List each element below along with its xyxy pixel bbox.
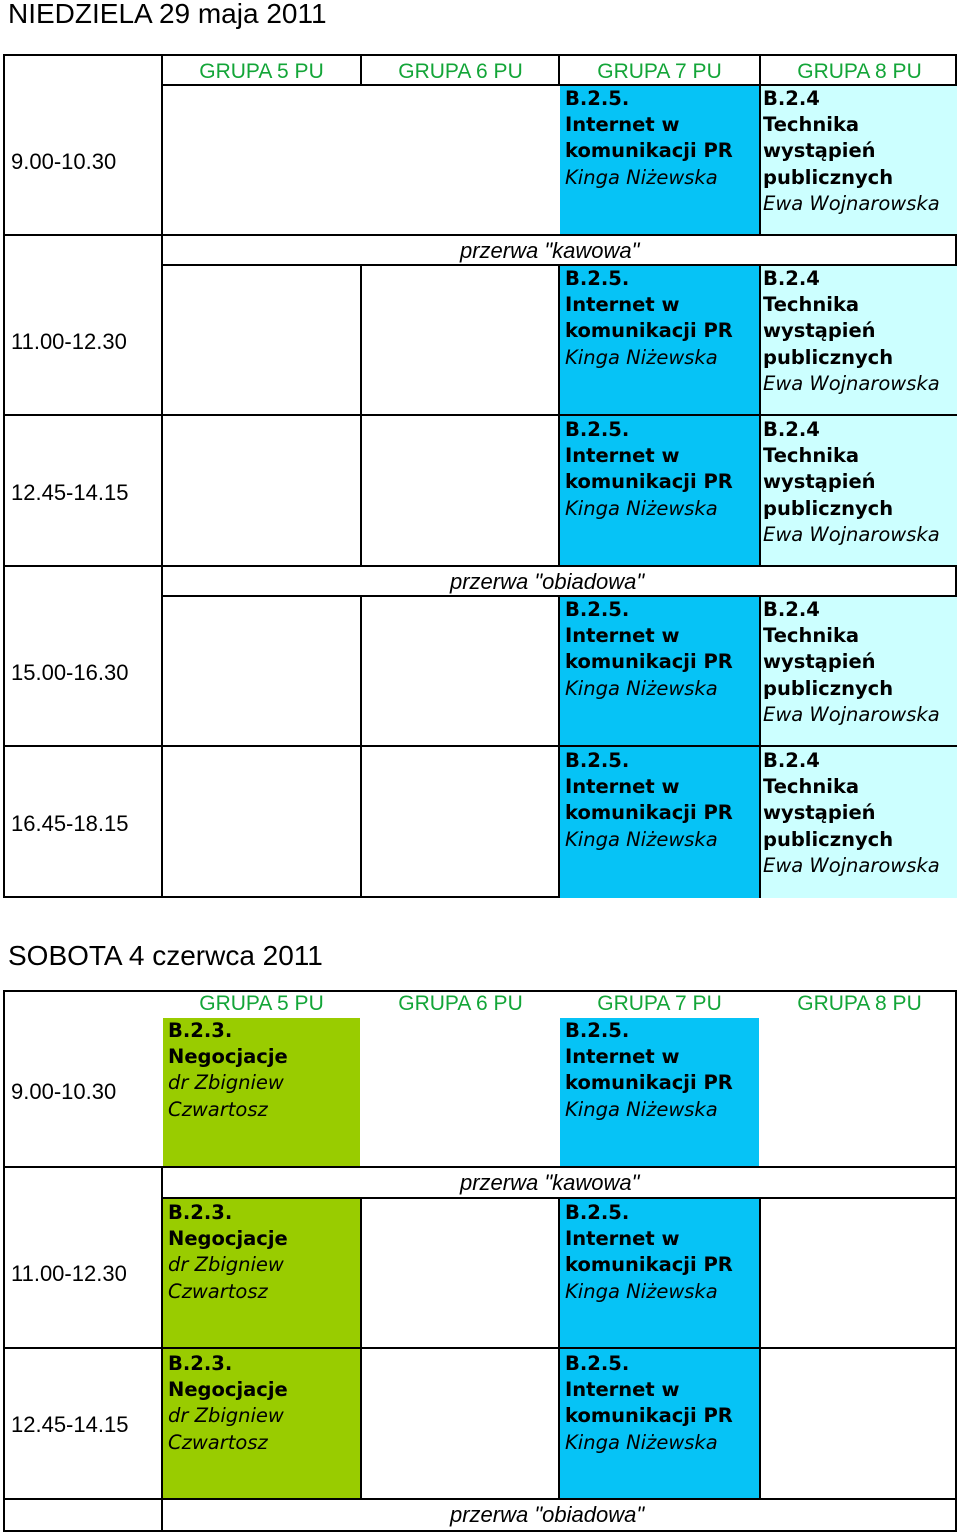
course-name: komunikacji PR: [565, 1404, 733, 1428]
teacher-name: Ewa Wojnarowska: [763, 191, 940, 215]
room-code: B.2.4: [763, 87, 820, 110]
course-name: Internet w: [565, 444, 680, 468]
teacher-name: Kinga Niżewska: [565, 165, 718, 189]
course-name: Internet w: [565, 1045, 680, 1069]
course-name: Internet w: [565, 113, 680, 137]
course-name: wystąpień: [763, 650, 876, 674]
room-code: B.2.4: [763, 418, 820, 441]
course-name: komunikacji PR: [565, 1071, 733, 1095]
course-name: publicznych: [763, 827, 894, 851]
day2-group-header: GRUPA 7 PU: [597, 992, 722, 1015]
teacher-name: Ewa Wojnarowska: [763, 702, 940, 726]
course-name: Technika: [763, 293, 860, 317]
day1-time-slot: 12.45-14.15: [11, 480, 129, 505]
day2-time-slot: 9.00-10.30: [11, 1079, 117, 1104]
teacher-name: Kinga Niżewska: [565, 1097, 718, 1121]
day1-time-slot: 15.00-16.30: [11, 660, 129, 685]
course-name: Internet w: [565, 775, 680, 799]
day1-hline-2: [5, 414, 957, 416]
teacher-name: dr Zbigniew: [168, 1404, 284, 1428]
day1-time-slot: 16.45-18.15: [11, 811, 129, 836]
teacher-name: dr Zbigniew: [168, 1071, 284, 1095]
course-name: komunikacji PR: [565, 139, 733, 163]
teacher-name: Ewa Wojnarowska: [763, 371, 940, 395]
room-code: B.2.3.: [168, 1201, 233, 1224]
day2-title: SOBOTA 4 czerwca 2011: [8, 940, 323, 971]
teacher-name: Kinga Niżewska: [565, 1279, 718, 1303]
course-name: Negocjacje: [168, 1045, 288, 1069]
course-name: komunikacji PR: [565, 801, 733, 825]
course-name: wystąpień: [763, 470, 876, 494]
room-code: B.2.5.: [565, 267, 630, 290]
teacher-name: dr Zbigniew: [168, 1253, 284, 1277]
day2-hline-2: [5, 1347, 957, 1349]
day2-schedule-table: [3, 990, 957, 1532]
course-name: Technika: [763, 624, 860, 648]
course-name: Internet w: [565, 1378, 680, 1402]
course-name: Internet w: [565, 624, 680, 648]
day2-hline-1b: [161, 1197, 957, 1199]
course-name: komunikacji PR: [565, 1253, 733, 1277]
room-code: B.2.5.: [565, 1201, 630, 1224]
day2-group-header: GRUPA 6 PU: [398, 992, 523, 1015]
room-code: B.2.5.: [565, 749, 630, 772]
course-name: wystąpień: [763, 801, 876, 825]
day2-group-header: GRUPA 8 PU: [797, 992, 922, 1015]
room-code: B.2.4: [763, 267, 820, 290]
room-code: B.2.3.: [168, 1352, 233, 1375]
course-name: publicznych: [763, 496, 894, 520]
room-code: B.2.4: [763, 749, 820, 772]
teacher-name: Kinga Niżewska: [565, 1430, 718, 1454]
course-name: Negocjacje: [168, 1227, 288, 1251]
teacher-name: Czwartosz: [168, 1430, 268, 1454]
room-code: B.2.5.: [565, 87, 630, 110]
teacher-name: Kinga Niżewska: [565, 496, 718, 520]
day1-time-slot: 11.00-12.30: [11, 329, 127, 354]
day1-schedule-table: [3, 54, 957, 898]
day1-time-slot: 9.00-10.30: [11, 149, 117, 174]
day1-group-header: GRUPA 6 PU: [398, 60, 523, 83]
course-name: Internet w: [565, 293, 680, 317]
teacher-name: Czwartosz: [168, 1097, 268, 1121]
course-name: Technika: [763, 444, 860, 468]
course-name: publicznych: [763, 165, 894, 189]
day1-hline-4: [5, 745, 957, 747]
room-code: B.2.5.: [565, 1352, 630, 1375]
day1-hline-1: [5, 234, 957, 236]
day2-break-coffee: przerwa "kawowa": [460, 1170, 640, 1195]
day1-break-lunch: przerwa "obiadowa": [450, 569, 645, 594]
day1-title: NIEDZIELA 29 maja 2011: [8, 0, 327, 29]
room-code: B.2.4: [763, 598, 820, 621]
teacher-name: Kinga Niżewska: [565, 827, 718, 851]
course-name: Technika: [763, 113, 860, 137]
course-name: wystąpień: [763, 319, 876, 343]
day2-break-lunch: przerwa "obiadowa": [450, 1502, 645, 1527]
day1-group-header: GRUPA 5 PU: [199, 60, 324, 83]
day1-group-header: GRUPA 8 PU: [797, 60, 922, 83]
course-name: publicznych: [763, 676, 894, 700]
course-name: komunikacji PR: [565, 470, 733, 494]
course-name: Internet w: [565, 1227, 680, 1251]
day2-hline-1: [5, 1166, 957, 1168]
room-code: B.2.5.: [565, 1019, 630, 1042]
day1-group-header: GRUPA 7 PU: [597, 60, 722, 83]
course-name: komunikacji PR: [565, 650, 733, 674]
course-name: Negocjacje: [168, 1378, 288, 1402]
day1-vline-time: [161, 56, 163, 898]
teacher-name: Ewa Wojnarowska: [763, 853, 940, 877]
course-name: Technika: [763, 775, 860, 799]
day2-time-slot: 12.45-14.15: [11, 1412, 129, 1437]
course-name: komunikacji PR: [565, 319, 733, 343]
room-code: B.2.3.: [168, 1019, 233, 1042]
teacher-name: Ewa Wojnarowska: [763, 522, 940, 546]
day1-hline-3: [5, 565, 957, 567]
day2-hline-3: [5, 1498, 957, 1500]
teacher-name: Kinga Niżewska: [565, 345, 718, 369]
day2-time-slot: 11.00-12.30: [11, 1261, 127, 1286]
day1-break-coffee: przerwa "kawowa": [460, 238, 640, 263]
teacher-name: Czwartosz: [168, 1279, 268, 1303]
day2-group-header: GRUPA 5 PU: [199, 992, 324, 1015]
room-code: B.2.5.: [565, 418, 630, 441]
course-name: publicznych: [763, 345, 894, 369]
course-name: wystąpień: [763, 139, 876, 163]
teacher-name: Kinga Niżewska: [565, 676, 718, 700]
room-code: B.2.5.: [565, 598, 630, 621]
